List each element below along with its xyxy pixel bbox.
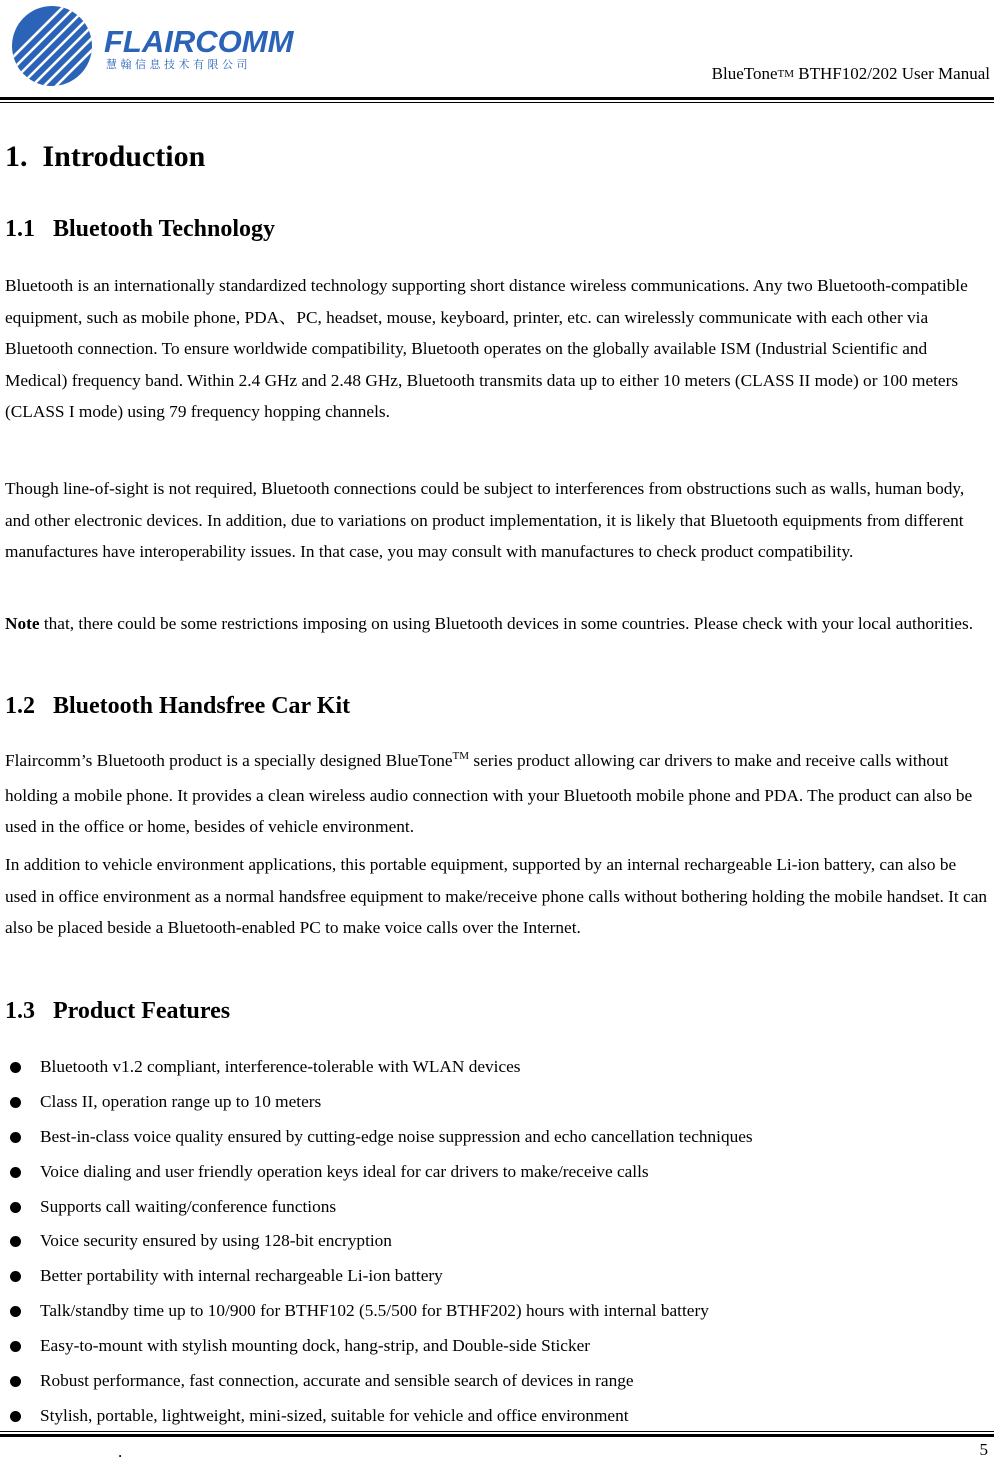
page-number: 5	[979, 1440, 988, 1459]
paragraph-interference: Though line-of-sight is not required, Bluetooth connections could be subject to interferences from obstructions such as walls, human body, and other electronic devices. In addition, due to variations on product implementation, it is likely that Bluetooth equipments from different manufactures have interoperability issues. In that case, you may consult with manufactures to check product compatibility.	[5, 479, 965, 561]
paragraph-car-kit: Flaircomm’s Bluetooth product is a specially designed BlueTone™ series product allowing car drivers to make and receive calls without holding a mobile phone. It provides a clean wireless audio connection with your Bluetooth mobile phone and PDA. The product can also be used in the office or home, besides of vehicle environment.	[5, 750, 973, 836]
header-rule-thin	[0, 102, 994, 103]
list-item: Talk/standby time up to 10/900 for BTHF102 (5.5/500 for BTHF202) hours with internal battery	[0, 1296, 994, 1331]
bullet-icon	[10, 1132, 21, 1143]
list-item: Bluetooth v1.2 compliant, interference-tolerable with WLAN devices	[0, 1052, 994, 1087]
logo-subtitle: 慧 翰 信 息 技 术 有 限 公 司	[106, 58, 248, 71]
bullet-icon	[10, 1236, 21, 1247]
document-title: BlueTone™ BTHF102/202 User Manual	[711, 64, 990, 83]
note-label: Note	[5, 614, 40, 633]
section-heading-1-3: 1.3 Product Features	[5, 998, 231, 1024]
list-item: Robust performance, fast connection, accurate and sensible search of devices in range	[0, 1366, 994, 1401]
list-item: Best-in-class voice quality ensured by cutting-edge noise suppression and echo cancellation techniques	[0, 1122, 994, 1157]
bullet-icon	[10, 1202, 21, 1213]
bullet-icon	[10, 1271, 21, 1282]
list-item: Supports call waiting/conference functions	[0, 1192, 994, 1227]
list-item: Easy-to-mount with stylish mounting dock, hang-strip, and Double-side Sticker	[0, 1331, 994, 1366]
list-item: Voice dialing and user friendly operation keys ideal for car drivers to make/receive calls	[0, 1157, 994, 1192]
bullet-icon	[10, 1167, 21, 1178]
list-item: Stylish, portable, lightweight, mini-sized, suitable for vehicle and office environment	[0, 1401, 994, 1436]
bullet-icon	[10, 1341, 21, 1352]
bullet-icon	[10, 1097, 21, 1108]
header-rule	[0, 97, 994, 100]
footer-rule	[0, 1434, 994, 1437]
section-heading-1-2: 1.2 Bluetooth Handsfree Car Kit	[5, 693, 351, 719]
footer-mark: .	[118, 1442, 123, 1461]
section-heading-1-1: 1.1 Bluetooth Technology	[5, 216, 276, 242]
bullet-icon	[10, 1411, 21, 1422]
chapter-heading: 1. Introduction	[5, 140, 206, 173]
paragraph-note: Note that, there could be some restrictions imposing on using Bluetooth devices in some countries. Please check with your local authorities.	[5, 614, 974, 633]
feature-list	[0, 1052, 994, 1436]
bullet-icon	[10, 1376, 21, 1387]
company-logo	[6, 2, 302, 92]
paragraph-bluetooth-intro: Bluetooth is an internationally standardized technology supporting short distance wireless communications. Any two Bluetooth-compatible equipment, such as mobile phone, PDA、PC, headset, mouse, keyboard, printer, etc. can wirelessly communicate with each other via Bluetooth connection. To ensure worldwide compatibility, Bluetooth operates on the globally available ISM (Industrial Scientific and Medical) frequency band. Within 2.4 GHz and 2.48 GHz, Bluetooth transmits data up to either 10 meters (CLASS II mode) or 100 meters (CLASS I mode) using 79 frequency hopping channels.	[5, 276, 968, 421]
list-item: Better portability with internal rechargeable Li-ion battery	[0, 1261, 994, 1296]
bullet-icon	[10, 1062, 21, 1073]
list-item: Class II, operation range up to 10 meters	[0, 1087, 994, 1122]
paragraph-office-use: In addition to vehicle environment applications, this portable equipment, supported by an internal rechargeable Li-ion battery, can also be used in office environment as a normal handsfree equipment to make/receive phone calls without bothering holding the mobile handset. It can also be placed beside a Bluetooth-enabled PC to make voice calls over the Internet.	[5, 855, 988, 937]
flaircomm-logo-icon	[6, 2, 302, 92]
footer-rule-thin	[0, 1431, 994, 1432]
list-item: Voice security ensured by using 128-bit encryption	[0, 1226, 994, 1261]
logo-wordmark: FLAIRCOMM	[104, 24, 294, 59]
bullet-icon	[10, 1306, 21, 1317]
